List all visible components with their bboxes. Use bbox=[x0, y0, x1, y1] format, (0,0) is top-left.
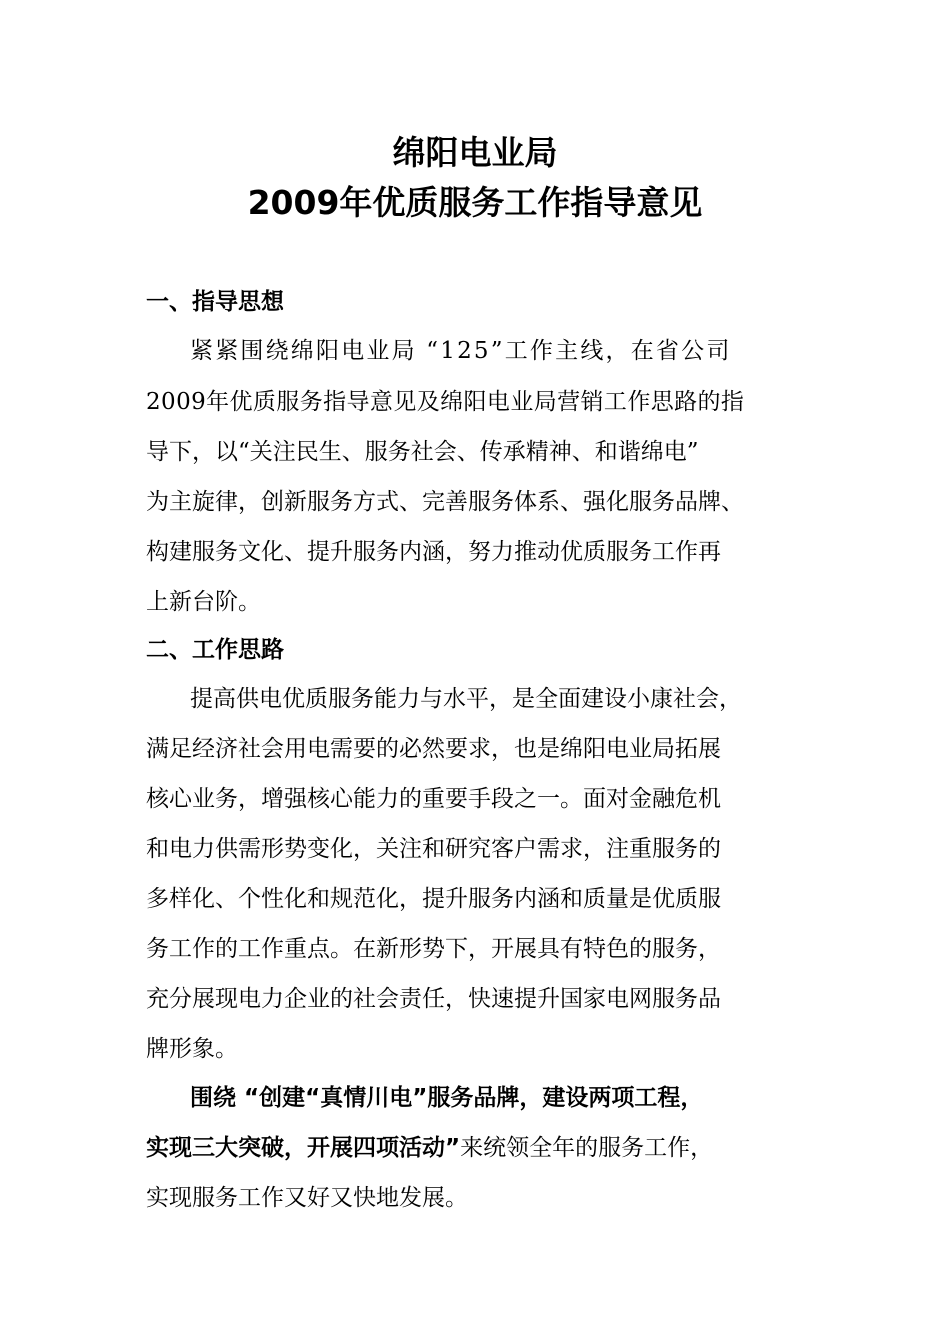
section2-heading: 二、工作思路 bbox=[146, 637, 284, 663]
document-title-main: 2009年优质服务工作指导意见 bbox=[247, 183, 703, 222]
section1-line: 紧紧围绕绵阳电业局 “125”工作主线，在省公司 bbox=[190, 338, 732, 364]
section2-line: 多样化、个性化和规范化，提升服务内涵和质量是优质服 bbox=[146, 886, 721, 912]
document-title-org: 绵阳电业局 bbox=[392, 133, 558, 172]
section2-bold-statement: 围绕 “创建“真情川电”服务品牌，建设两项工程， bbox=[190, 1085, 704, 1111]
section2-line: 牌形象。 bbox=[146, 1036, 238, 1062]
section2-line: 充分展现电力企业的社会责任，快速提升国家电网服务品 bbox=[146, 986, 721, 1012]
section2-line: 务工作的工作重点。在新形势下，开展具有特色的服务， bbox=[146, 936, 721, 962]
section2-line: 满足经济社会用电需要的必然要求，也是绵阳电业局拓展 bbox=[146, 736, 721, 762]
section2-line: 提高供电优质服务能力与水平，是全面建设小康社会， bbox=[190, 686, 742, 712]
section2-bold-statement-end: 实现三大突破，开展四项活动” bbox=[146, 1135, 461, 1161]
section2-para2-line bbox=[146, 1133, 713, 1163]
section2-line: 和电力供需形势变化，关注和研究客户需求，注重服务的 bbox=[146, 836, 721, 862]
section1-line: 导下，以“关注民生、服务社会、传承精神、和谐绵电” bbox=[146, 439, 699, 465]
section1-line: 构建服务文化、提升服务内涵，努力推动优质服务工作再 bbox=[146, 539, 721, 565]
section2-line: 核心业务，增强核心能力的重要手段之一。面对金融危机 bbox=[146, 786, 721, 812]
section1-line: 上新台阶。 bbox=[146, 589, 261, 615]
section1-heading: 一、指导思想 bbox=[146, 289, 284, 315]
section1-line: 为主旋律，创新服务方式、完善服务体系、强化服务品牌、 bbox=[146, 489, 744, 515]
section1-line: 2009年优质服务指导意见及绵阳电业局营销工作思路的指 bbox=[146, 389, 745, 415]
section2-para2-line: 实现服务工作又好又快地发展。 bbox=[146, 1185, 468, 1211]
section2-para2-text: 来统领全年的服务工作， bbox=[460, 1135, 714, 1161]
